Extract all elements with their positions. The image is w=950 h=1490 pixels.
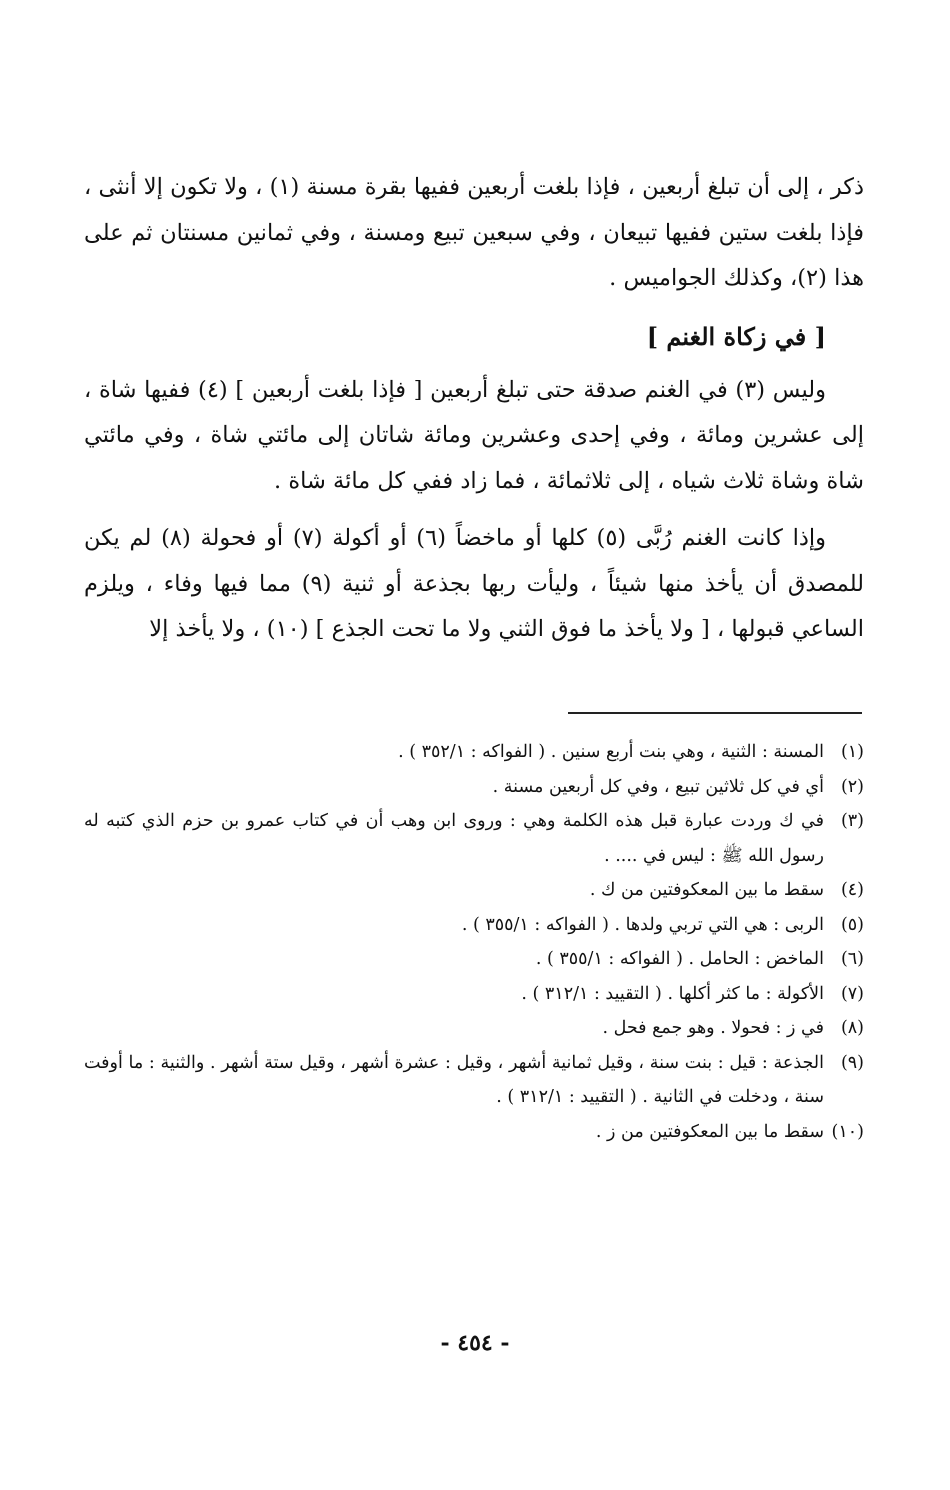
footnote <box>84 735 864 770</box>
footnote-number: (٨) <box>840 1018 864 1038</box>
footnote-text: سقط ما بين المعكوفتين من ز . <box>595 1121 824 1142</box>
footnote <box>84 770 864 805</box>
paragraph-sheep-nisab: وليس (٣) في الغنم صدقة حتى تبلغ أربعين [ فإذا بلغت أربعين ] (٤) ففيها شاة ، إلى عشرين ومائة ، وفي إحدى وعشرين ومائة شاتان إلى مائتي شاة ، وفي مائتي شاة وشاة ثلاث شياه ، إلى ثلاثمائة ، فما زاد ففي كل مائة شاة . <box>84 376 864 494</box>
footnotes-list <box>84 735 864 1149</box>
footnote-separator <box>568 712 862 714</box>
footnote <box>84 942 864 977</box>
paragraph-cattle-zakat: ذكر ، إلى أن تبلغ أربعين ، فإذا بلغت أربعين ففيها بقرة مسنة (١) ، ولا تكون إلا أنثى ، فإذا بلغت ستين ففيها تبيعان ، وفي سبعين تبيع ومسنة ، وفي ثمانين مسنتان ثم على هذا (٢)، وكذلك الجواميس . <box>84 174 865 291</box>
footnote-number: (٥) <box>840 914 864 935</box>
main-text <box>84 165 864 665</box>
footnote <box>84 977 864 1012</box>
footnote-text: الربى : هي التي تربي ولدها . ( الفواكه : ٣٥٥/١ ) . <box>461 914 824 935</box>
section-heading-sheep-zakat: [ في زكاة الغنم ] <box>646 321 826 351</box>
paragraph-sheep-collection: وإذا كانت الغنم رُبَّى (٥) كلها أو ماخضاً (٦) أو أكولة (٧) أو فحولة (٨) لم يكن للمصدق أن يأخذ منها شيئاً ، وليأت ربها بجذعة أو ثنية (٩) مما فيها وفاء ، ويلزم الساعي قبولها ، [ ولا يأخذ ما فوق الثني ولا ما تحت الجذع ] (١٠) ، ولا يأخذ إلا <box>84 525 864 642</box>
footnote-number: (٩) <box>840 1052 864 1073</box>
page-number: - ٤٥٤ - <box>440 1330 510 1356</box>
footnote-text: في ك وردت عبارة قبل هذه الكلمة وهي : وروى ابن وهب أن في كتاب عمرو بن حزم الذي كتبه له رسول الله ﷺ : ليس في .... . <box>84 811 824 866</box>
footnote <box>84 1046 864 1115</box>
footnote-text: سقط ما بين المعكوفتين من ك . <box>589 880 824 900</box>
footnote-text: المسنة : الثنية ، وهي بنت أربع سنين . ( الفواكه : ٣٥٢/١ ) . <box>398 742 824 762</box>
footnote <box>84 804 864 873</box>
footnote <box>84 1115 864 1150</box>
footnote-number: (٣) <box>840 811 864 831</box>
footnote-number: (١) <box>840 742 864 762</box>
footnote-number: (٤) <box>840 880 864 900</box>
footnote-text: في ز : فحولا . وهو جمع فحل . <box>602 1018 824 1038</box>
footnote <box>84 908 864 943</box>
footnote-text: أي في كل ثلاثين تبيع ، وفي كل أربعين مسنة . <box>492 776 824 797</box>
footnote-text: الماخض : الحامل . ( الفواكه : ٣٥٥/١ ) . <box>535 949 824 969</box>
footnote <box>84 1011 864 1046</box>
footnote-text: الأكولة : ما كثر أكلها . ( التقييد : ٣١٢/١ ) . <box>521 983 824 1004</box>
footnote-number: (١٠) <box>831 1121 864 1142</box>
footnote <box>84 873 864 908</box>
footnote-text: الجذعة : قيل : بنت سنة ، وقيل ثمانية أشهر ، وقيل : عشرة أشهر ، وقيل ستة أشهر . والثنية : ما أوفت سنة ، ودخلت في الثانية . ( التقييد : ٣١٢/١ ) . <box>84 1052 824 1107</box>
footnote-number: (٢) <box>840 776 864 797</box>
footnote-number: (٦) <box>840 949 864 969</box>
footnote-number: (٧) <box>840 983 864 1004</box>
